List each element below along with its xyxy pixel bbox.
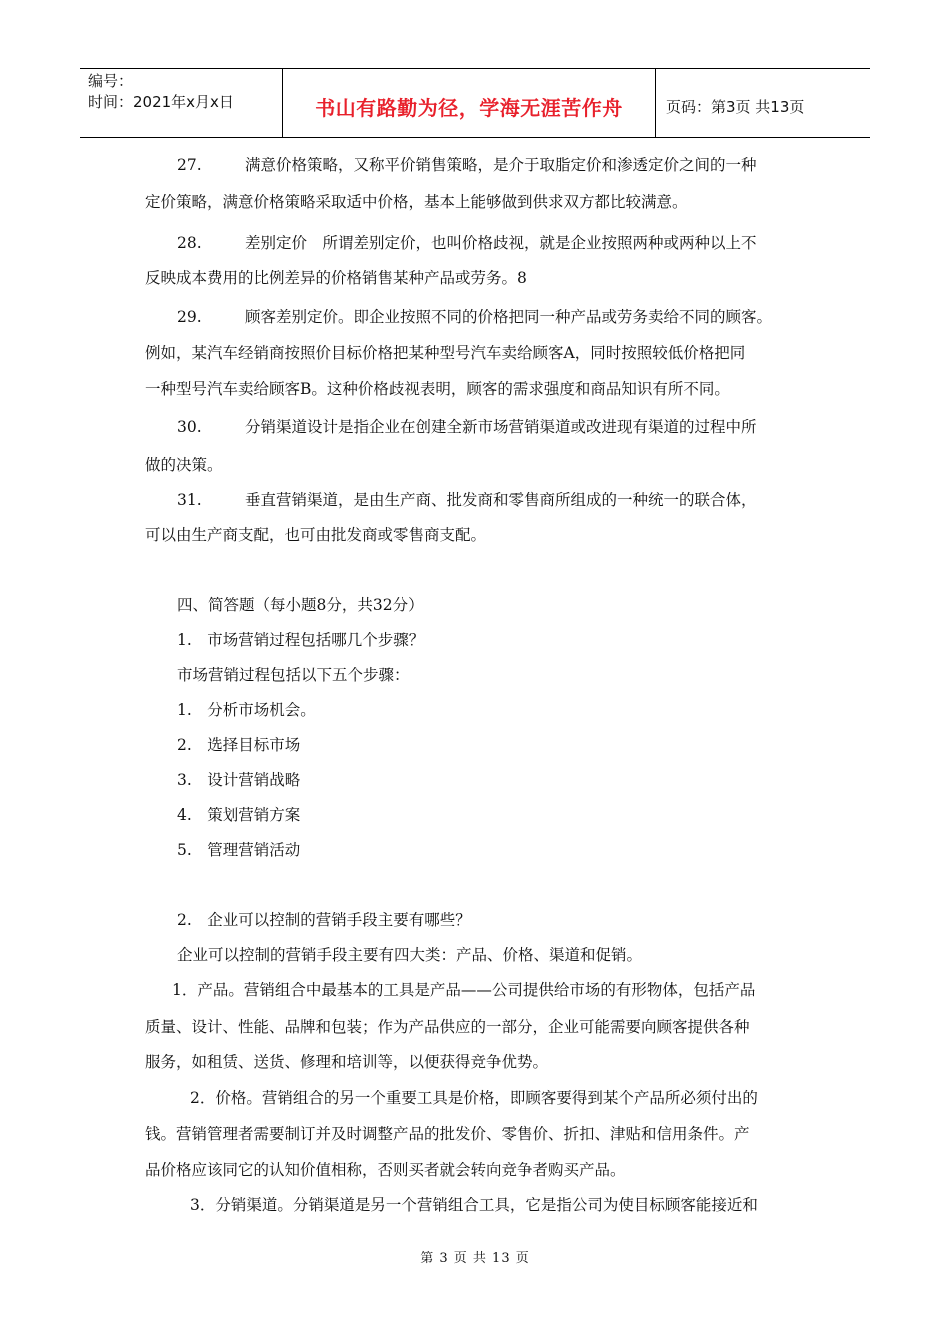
code-label: 编号： [88, 72, 134, 90]
paragraph-product-line1: 1．产品。营销组合中最基本的工具是产品——公司提供给市场的有形物体，包括产品 [172, 981, 756, 999]
section-title: 四、简答题（每小题8分，共32分） [177, 596, 424, 614]
item-text: 差别定价 所谓差别定价，也叫价格歧视，就是企业按照两种或两种以上不 [245, 234, 757, 252]
step-item: 2. 选择目标市场 [177, 736, 301, 754]
answer-1-intro: 市场营销过程包括以下五个步骤： [177, 666, 410, 684]
header-motto: 书山有路勤为径，学海无涯苦作舟 [315, 95, 623, 120]
paragraph-product-line3: 服务，如租赁、送货、修理和培训等，以便获得竞争优势。 [145, 1053, 549, 1071]
question-2: 2. 企业可以控制的营销手段主要有哪些？ [177, 911, 471, 929]
page-footer: 第 3 页 共 13 页 [420, 1251, 530, 1266]
header-meta [80, 69, 282, 137]
item-number: 31. [177, 491, 202, 509]
item-31-line2: 可以由生产商支配，也可由批发商或零售商支配。 [145, 526, 487, 544]
step-item: 4. 策划营销方案 [177, 806, 301, 824]
item-number: 29. [177, 308, 202, 326]
item-29-line1 [177, 307, 772, 327]
paragraph-price-line3: 品价格应该同它的认知价值相称，否则买者就会转向竞争者购买产品。 [145, 1161, 626, 1179]
step-item: 1. 分析市场机会。 [177, 701, 316, 719]
item-31-line1 [177, 490, 757, 510]
item-number: 28. [177, 234, 202, 252]
step-item: 5. 管理营销活动 [177, 841, 301, 859]
question-1: 1. 市场营销过程包括哪几个步骤？ [177, 631, 425, 649]
item-30-line1 [177, 417, 757, 437]
item-29-line3: 一种型号汽车卖给顾客B。这种价格歧视表明，顾客的需求强度和商品知识有所不同。 [145, 380, 730, 398]
item-28-line2: 反映成本费用的比例差异的价格销售某种产品或劳务。8 [145, 269, 527, 287]
item-text: 分销渠道设计是指企业在创建全新市场营销渠道或改进现有渠道的过程中所 [245, 418, 757, 436]
paragraph-price-line2: 钱。营销管理者需要制订并及时调整产品的批发价、零售价、折扣、津贴和信用条件。产 [145, 1125, 750, 1143]
step-item: 3. 设计营销战略 [177, 771, 301, 789]
paragraph-channel-line1: 3．分销渠道。分销渠道是另一个营销组合工具，它是指公司为使目标顾客能接近和 [190, 1196, 758, 1214]
answer-2-intro: 企业可以控制的营销手段主要有四大类：产品、价格、渠道和促销。 [177, 946, 643, 964]
paragraph-price-line1: 2．价格。营销组合的另一个重要工具是价格，即顾客要得到某个产品所必须付出的 [190, 1089, 758, 1107]
item-text: 垂直营销渠道，是由生产商、批发商和零售商所组成的一种统一的联合体， [245, 491, 757, 509]
header-motto-cell [282, 69, 656, 137]
header-page-info: 页码：第3页 共13页 [666, 97, 805, 116]
paragraph-product-line2: 质量、设计、性能、品牌和包装；作为产品供应的一部分，企业可能需要向顾客提供各种 [145, 1018, 750, 1036]
item-29-line2: 例如，某汽车经销商按照价目标价格把某种型号汽车卖给顾客A，同时按照较低价格把同 [145, 344, 746, 362]
item-28-line1 [177, 233, 757, 253]
item-27-line1 [177, 155, 757, 175]
item-text: 顾客差别定价。即企业按照不同的价格把同一种产品或劳务卖给不同的顾客。 [245, 308, 773, 326]
item-number: 30. [177, 418, 202, 436]
date-label: 时间：2021年x月x日 [88, 93, 234, 111]
item-30-line2: 做的决策。 [145, 456, 223, 474]
item-27-line2: 定价策略，满意价格策略采取适中价格，基本上能够做到供求双方都比较满意。 [145, 193, 688, 211]
item-number: 27. [177, 156, 202, 174]
item-text: 满意价格策略，又称平价销售策略，是介于取脂定价和渗透定价之间的一种 [245, 156, 757, 174]
page-header [80, 68, 870, 138]
